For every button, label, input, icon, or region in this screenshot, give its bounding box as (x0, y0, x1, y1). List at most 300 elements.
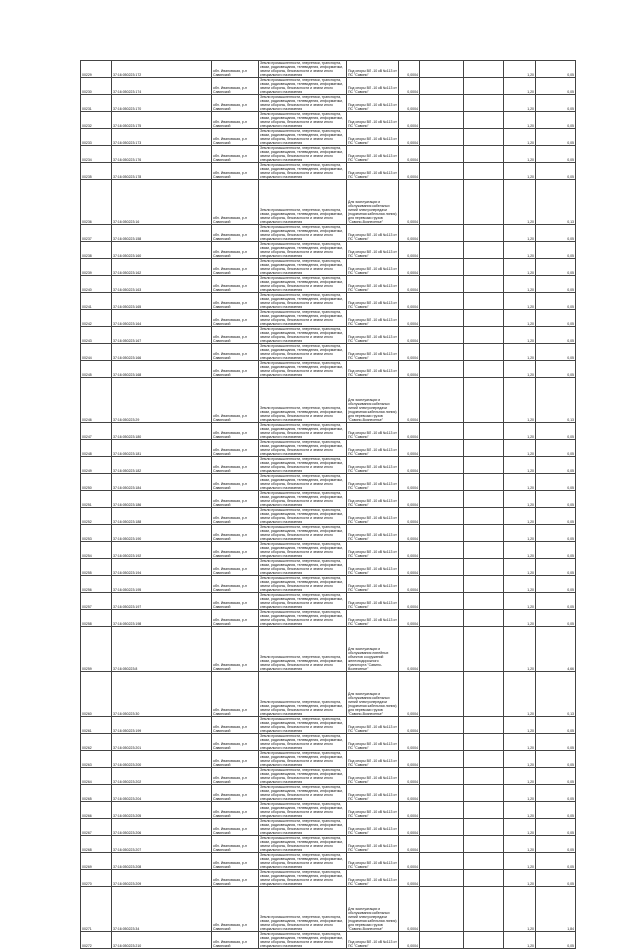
value-cell (420, 163, 464, 180)
cadastral-number-cell: 37:16:050223:30 (112, 672, 212, 717)
value-cell (420, 627, 464, 672)
coefficient-cell: 1,20 (504, 627, 536, 672)
value-cell (464, 593, 504, 610)
value-cell (464, 146, 504, 163)
record-number-cell: 00263 (81, 751, 112, 768)
address-cell: обл. Ивановская, р-н Савинский (212, 95, 259, 112)
value-cell (464, 259, 504, 276)
permitted-use-cell: Под опоры ВЛ -10 кВ №113 от ПС "Савино" (347, 610, 399, 627)
land-category-cell: Земли промышленности, энергетики, транспорта, связи, радиовещания, телевидения, информатики, земли обороны, безопасности и земли иного специального назначения (259, 163, 347, 180)
table-row (81, 853, 576, 870)
amount-cell: 0,13 (536, 672, 576, 717)
table-row (81, 225, 576, 242)
record-number-cell: 00253 (81, 525, 112, 542)
value-cell (420, 95, 464, 112)
document-page (80, 60, 575, 949)
value-cell (464, 887, 504, 932)
cadastral-number-cell: 37:16:050223:8 (112, 627, 212, 672)
table-row (81, 327, 576, 344)
value-cell (464, 344, 504, 361)
address-cell: обл. Ивановская, р-н Савинский (212, 627, 259, 672)
address-cell: обл. Ивановская, р-н Савинский (212, 672, 259, 717)
table-row (81, 887, 576, 932)
value-cell (464, 225, 504, 242)
record-number-cell: 00252 (81, 508, 112, 525)
coefficient-cell: 1,20 (504, 836, 536, 853)
address-cell: обл. Ивановская, р-н Савинский (212, 932, 259, 949)
value-cell (420, 768, 464, 785)
coefficient-cell: 1,20 (504, 457, 536, 474)
land-category-cell: Земли промышленности, энергетики, транспорта, связи, радиовещания, телевидения, информатики, земли обороны, безопасности и земли иного специального назначения (259, 627, 347, 672)
value-cell (464, 180, 504, 225)
coefficient-cell: 1,20 (504, 559, 536, 576)
value-cell (420, 853, 464, 870)
table-row (81, 508, 576, 525)
land-category-cell: Земли промышленности, энергетики, транспорта, связи, радиовещания, телевидения, информатики, земли обороны, безопасности и земли иного специального назначения (259, 932, 347, 949)
cadastral-number-cell: 37:16:050223:206 (112, 819, 212, 836)
land-plots-table (80, 60, 576, 949)
permitted-use-cell: Под опоры ВЛ -10 кВ №113 от ПС "Савино" (347, 242, 399, 259)
amount-cell: 0,05 (536, 146, 576, 163)
address-cell: обл. Ивановская, р-н Савинский (212, 525, 259, 542)
permitted-use-cell: Под опоры ВЛ -10 кВ №113 от ПС "Савино" (347, 225, 399, 242)
permitted-use-cell: Под опоры ВЛ -10 кВ №113 от ПС "Савино" (347, 457, 399, 474)
value-cell (420, 457, 464, 474)
table-row (81, 672, 576, 717)
value-cell (464, 361, 504, 378)
permitted-use-cell: Под опоры ВЛ -10 кВ №113 от ПС "Савино" (347, 870, 399, 887)
address-cell: обл. Ивановская, р-н Савинский (212, 751, 259, 768)
cadastral-number-cell: 37:16:050223:181 (112, 440, 212, 457)
cadastral-number-cell: 37:16:050223:205 (112, 802, 212, 819)
address-cell: обл. Ивановская, р-н Савинский (212, 112, 259, 129)
table-row (81, 242, 576, 259)
cadastral-number-cell: 37:16:050223:170 (112, 95, 212, 112)
coefficient-cell: 1,20 (504, 112, 536, 129)
area-cell: 0,0004 (399, 785, 420, 802)
value-cell (464, 819, 504, 836)
cadastral-number-cell: 37:16:050223:184 (112, 474, 212, 491)
land-category-cell: Земли промышленности, энергетики, транспорта, связи, радиовещания, телевидения, информатики, земли обороны, безопасности и земли иного специального назначения (259, 887, 347, 932)
amount-cell: 0,05 (536, 225, 576, 242)
record-number-cell: 00269 (81, 853, 112, 870)
area-cell: 0,0004 (399, 559, 420, 576)
address-cell: обл. Ивановская, р-н Савинский (212, 225, 259, 242)
coefficient-cell: 1,20 (504, 525, 536, 542)
record-number-cell: 00255 (81, 559, 112, 576)
amount-cell: 0,05 (536, 576, 576, 593)
cadastral-number-cell: 37:16:050223:190 (112, 525, 212, 542)
record-number-cell: 00258 (81, 610, 112, 627)
value-cell (420, 508, 464, 525)
coefficient-cell: 1,20 (504, 802, 536, 819)
address-cell: обл. Ивановская, р-н Савинский (212, 785, 259, 802)
permitted-use-cell: Под опоры ВЛ -10 кВ №113 от ПС "Савино" (347, 836, 399, 853)
address-cell: обл. Ивановская, р-н Савинский (212, 802, 259, 819)
permitted-use-cell: Для эксплуатации и обслуживания кабельных линий электропередачи (подземная кабельная линия) для перевозки грузов "Савино-Вознесенье" (347, 180, 399, 225)
address-cell: обл. Ивановская, р-н Савинский (212, 327, 259, 344)
cadastral-number-cell: 37:16:050223:186 (112, 491, 212, 508)
record-number-cell: 00235 (81, 163, 112, 180)
permitted-use-cell: Под опоры ВЛ -10 кВ №113 от ПС "Савино" (347, 112, 399, 129)
permitted-use-cell: Под опоры ВЛ -10 кВ №113 от ПС "Савино" (347, 525, 399, 542)
cadastral-number-cell: 37:16:050223:197 (112, 593, 212, 610)
area-cell: 0,0004 (399, 344, 420, 361)
coefficient-cell: 1,20 (504, 310, 536, 327)
record-number-cell: 00239 (81, 259, 112, 276)
value-cell (420, 751, 464, 768)
land-category-cell: Земли промышленности, энергетики, транспорта, связи, радиовещания, телевидения, информатики, земли обороны, безопасности и земли иного специального назначения (259, 672, 347, 717)
permitted-use-cell: Под опоры ВЛ -10 кВ №113 от ПС "Савино" (347, 327, 399, 344)
amount-cell: 0,05 (536, 242, 576, 259)
permitted-use-cell: Под опоры ВЛ -10 кВ №113 от ПС "Савино" (347, 819, 399, 836)
coefficient-cell: 1,20 (504, 853, 536, 870)
cadastral-number-cell: 37:16:050223:158 (112, 225, 212, 242)
permitted-use-cell: Под опоры ВЛ -10 кВ №113 от ПС "Савино" (347, 768, 399, 785)
cadastral-number-cell: 37:16:050223:166 (112, 344, 212, 361)
area-cell: 0,0004 (399, 491, 420, 508)
permitted-use-cell: Под опоры ВЛ -10 кВ №113 от ПС "Савино" (347, 593, 399, 610)
coefficient-cell: 1,20 (504, 734, 536, 751)
record-number-cell: 00261 (81, 717, 112, 734)
amount-cell: 1,84 (536, 887, 576, 932)
record-number-cell: 00244 (81, 344, 112, 361)
value-cell (464, 163, 504, 180)
amount-cell: 0,05 (536, 836, 576, 853)
record-number-cell: 00247 (81, 423, 112, 440)
record-number-cell: 00246 (81, 378, 112, 423)
table-row (81, 491, 576, 508)
address-cell: обл. Ивановская, р-н Савинский (212, 870, 259, 887)
value-cell (420, 112, 464, 129)
amount-cell: 0,05 (536, 129, 576, 146)
area-cell: 0,0004 (399, 734, 420, 751)
area-cell: 0,0004 (399, 853, 420, 870)
value-cell (420, 542, 464, 559)
permitted-use-cell: Под опоры ВЛ -10 кВ №113 от ПС "Савино" (347, 853, 399, 870)
land-category-cell: Земли промышленности, энергетики, транспорта, связи, радиовещания, телевидения, информатики, земли обороны, безопасности и земли иного специального назначения (259, 310, 347, 327)
coefficient-cell: 1,20 (504, 293, 536, 310)
land-category-cell: Земли промышленности, энергетики, транспорта, связи, радиовещания, телевидения, информатики, земли обороны, безопасности и земли иного специального назначения (259, 344, 347, 361)
land-category-cell: Земли промышленности, энергетики, транспорта, связи, радиовещания, телевидения, информатики, земли обороны, безопасности и земли иного специального назначения (259, 327, 347, 344)
coefficient-cell: 1,20 (504, 474, 536, 491)
value-cell (464, 836, 504, 853)
value-cell (420, 310, 464, 327)
area-cell: 0,0004 (399, 225, 420, 242)
area-cell: 0,0004 (399, 259, 420, 276)
land-category-cell: Земли промышленности, энергетики, транспорта, связи, радиовещания, телевидения, информатики, земли обороны, безопасности и земли иного специального назначения (259, 61, 347, 78)
permitted-use-cell: Под опоры ВЛ -10 кВ №113 от ПС "Савино" (347, 310, 399, 327)
amount-cell: 0,05 (536, 508, 576, 525)
address-cell: обл. Ивановская, р-н Савинский (212, 293, 259, 310)
table-row (81, 751, 576, 768)
land-category-cell: Земли промышленности, энергетики, транспорта, связи, радиовещания, телевидения, информатики, земли обороны, безопасности и земли иного специального назначения (259, 870, 347, 887)
amount-cell: 0,05 (536, 95, 576, 112)
amount-cell: 0,05 (536, 542, 576, 559)
table-row (81, 457, 576, 474)
amount-cell: 0,05 (536, 457, 576, 474)
table-row (81, 576, 576, 593)
cadastral-number-cell: 37:16:050223:192 (112, 542, 212, 559)
table-row (81, 95, 576, 112)
value-cell (464, 525, 504, 542)
table-row (81, 836, 576, 853)
value-cell (464, 95, 504, 112)
value-cell (464, 293, 504, 310)
area-cell: 0,0004 (399, 180, 420, 225)
address-cell: обл. Ивановская, р-н Савинский (212, 423, 259, 440)
value-cell (420, 440, 464, 457)
amount-cell: 0,05 (536, 525, 576, 542)
land-category-cell: Земли промышленности, энергетики, транспорта, связи, радиовещания, телевидения, информатики, земли обороны, безопасности и земли иного специального назначения (259, 112, 347, 129)
value-cell (420, 423, 464, 440)
value-cell (464, 112, 504, 129)
value-cell (420, 474, 464, 491)
permitted-use-cell: Под опоры ВЛ -10 кВ №113 от ПС "Савино" (347, 276, 399, 293)
value-cell (420, 672, 464, 717)
coefficient-cell: 1,20 (504, 259, 536, 276)
permitted-use-cell: Под опоры ВЛ -10 кВ №113 от ПС "Савино" (347, 474, 399, 491)
cadastral-number-cell: 37:16:050223:195 (112, 576, 212, 593)
record-number-cell: 00241 (81, 293, 112, 310)
land-category-cell: Земли промышленности, энергетики, транспорта, связи, радиовещания, телевидения, информатики, земли обороны, безопасности и земли иного специального назначения (259, 361, 347, 378)
land-category-cell: Земли промышленности, энергетики, транспорта, связи, радиовещания, телевидения, информатики, земли обороны, безопасности и земли иного специального назначения (259, 802, 347, 819)
amount-cell: 0,05 (536, 276, 576, 293)
land-category-cell: Земли промышленности, энергетики, транспорта, связи, радиовещания, телевидения, информатики, земли обороны, безопасности и земли иного специального назначения (259, 717, 347, 734)
table-row (81, 423, 576, 440)
land-category-cell: Земли промышленности, энергетики, транспорта, связи, радиовещания, телевидения, информатики, земли обороны, безопасности и земли иного специального назначения (259, 276, 347, 293)
coefficient-cell: 1,20 (504, 242, 536, 259)
coefficient-cell: 1,20 (504, 95, 536, 112)
cadastral-number-cell: 37:16:050223:165 (112, 293, 212, 310)
area-cell: 0,0004 (399, 751, 420, 768)
value-cell (464, 576, 504, 593)
value-cell (420, 276, 464, 293)
value-cell (420, 525, 464, 542)
address-cell: обл. Ивановская, р-н Савинский (212, 508, 259, 525)
cadastral-number-cell: 37:16:050223:16 (112, 180, 212, 225)
value-cell (464, 785, 504, 802)
table-row (81, 593, 576, 610)
record-number-cell: 00266 (81, 802, 112, 819)
coefficient-cell: 1,20 (504, 785, 536, 802)
land-category-cell: Земли промышленности, энергетики, транспорта, связи, радиовещания, телевидения, информатики, земли обороны, безопасности и земли иного специального назначения (259, 457, 347, 474)
record-number-cell: 00265 (81, 785, 112, 802)
amount-cell: 0,05 (536, 717, 576, 734)
address-cell: обл. Ивановская, р-н Савинский (212, 593, 259, 610)
table-row (81, 542, 576, 559)
permitted-use-cell: Под опоры ВЛ -10 кВ №113 от ПС "Савино" (347, 146, 399, 163)
record-number-cell: 00230 (81, 78, 112, 95)
value-cell (464, 474, 504, 491)
address-cell: обл. Ивановская, р-н Савинский (212, 768, 259, 785)
permitted-use-cell: Под опоры ВЛ -10 кВ №113 от ПС "Савино" (347, 129, 399, 146)
value-cell (420, 259, 464, 276)
coefficient-cell: 1,20 (504, 717, 536, 734)
area-cell: 0,0004 (399, 474, 420, 491)
cadastral-number-cell: 37:16:050223:175 (112, 112, 212, 129)
value-cell (420, 61, 464, 78)
value-cell (464, 610, 504, 627)
cadastral-number-cell: 37:16:050223:29 (112, 378, 212, 423)
amount-cell: 0,05 (536, 440, 576, 457)
area-cell: 0,0004 (399, 457, 420, 474)
amount-cell: 0,05 (536, 310, 576, 327)
value-cell (420, 836, 464, 853)
permitted-use-cell: Под опоры ВЛ -10 кВ №113 от ПС "Савино" (347, 163, 399, 180)
land-category-cell: Земли промышленности, энергетики, транспорта, связи, радиовещания, телевидения, информатики, земли обороны, безопасности и земли иного специального назначения (259, 593, 347, 610)
coefficient-cell: 1,20 (504, 163, 536, 180)
record-number-cell: 00256 (81, 576, 112, 593)
cadastral-number-cell: 37:16:050223:194 (112, 559, 212, 576)
record-number-cell: 00233 (81, 129, 112, 146)
value-cell (464, 853, 504, 870)
cadastral-number-cell: 37:16:050223:202 (112, 768, 212, 785)
record-number-cell: 00260 (81, 672, 112, 717)
amount-cell: 0,05 (536, 802, 576, 819)
permitted-use-cell: Под опоры ВЛ -10 кВ №113 от ПС "Савино" (347, 259, 399, 276)
record-number-cell: 00245 (81, 361, 112, 378)
land-category-cell: Земли промышленности, энергетики, транспорта, связи, радиовещания, телевидения, информатики, земли обороны, безопасности и земли иного специального назначения (259, 768, 347, 785)
table-row (81, 310, 576, 327)
amount-cell: 0,05 (536, 163, 576, 180)
address-cell: обл. Ивановская, р-н Савинский (212, 576, 259, 593)
amount-cell: 4,66 (536, 627, 576, 672)
value-cell (464, 378, 504, 423)
coefficient-cell: 1,20 (504, 751, 536, 768)
value-cell (420, 344, 464, 361)
land-category-cell: Земли промышленности, энергетики, транспорта, связи, радиовещания, телевидения, информатики, земли обороны, безопасности и земли иного специального назначения (259, 734, 347, 751)
land-category-cell: Земли промышленности, энергетики, транспорта, связи, радиовещания, телевидения, информатики, земли обороны, безопасности и земли иного специального назначения (259, 378, 347, 423)
land-category-cell: Земли промышленности, энергетики, транспорта, связи, радиовещания, телевидения, информатики, земли обороны, безопасности и земли иного специального назначения (259, 423, 347, 440)
permitted-use-cell: Под опоры ВЛ -10 кВ №113 от ПС "Савино" (347, 932, 399, 949)
value-cell (420, 129, 464, 146)
permitted-use-cell: Под опоры ВЛ -10 кВ №113 от ПС "Савино" (347, 717, 399, 734)
record-number-cell: 00264 (81, 768, 112, 785)
address-cell: обл. Ивановская, р-н Савинский (212, 361, 259, 378)
amount-cell: 0,05 (536, 932, 576, 949)
value-cell (464, 542, 504, 559)
address-cell: обл. Ивановская, р-н Савинский (212, 610, 259, 627)
amount-cell: 0,05 (536, 593, 576, 610)
value-cell (464, 242, 504, 259)
area-cell: 0,0004 (399, 78, 420, 95)
area-cell: 0,0004 (399, 276, 420, 293)
address-cell: обл. Ивановская, р-н Савинский (212, 378, 259, 423)
area-cell: 0,0004 (399, 576, 420, 593)
amount-cell: 0,05 (536, 78, 576, 95)
value-cell (464, 768, 504, 785)
table-row (81, 717, 576, 734)
area-cell: 0,0004 (399, 440, 420, 457)
value-cell (464, 276, 504, 293)
land-category-cell: Земли промышленности, энергетики, транспорта, связи, радиовещания, телевидения, информатики, земли обороны, безопасности и земли иного специального назначения (259, 576, 347, 593)
table-row (81, 61, 576, 78)
table-row (81, 474, 576, 491)
coefficient-cell: 1,20 (504, 932, 536, 949)
table-row (81, 870, 576, 887)
value-cell (464, 717, 504, 734)
value-cell (420, 180, 464, 225)
land-category-cell: Земли промышленности, энергетики, транспорта, связи, радиовещания, телевидения, информатики, земли обороны, безопасности и земли иного специального назначения (259, 78, 347, 95)
table-row (81, 163, 576, 180)
value-cell (464, 457, 504, 474)
land-category-cell: Земли промышленности, энергетики, транспорта, связи, радиовещания, телевидения, информатики, земли обороны, безопасности и земли иного специального назначения (259, 95, 347, 112)
area-cell: 0,0004 (399, 361, 420, 378)
cadastral-number-cell: 37:16:050223:188 (112, 508, 212, 525)
cadastral-number-cell: 37:16:050223:198 (112, 610, 212, 627)
table-row (81, 378, 576, 423)
table-row (81, 129, 576, 146)
table-row (81, 525, 576, 542)
address-cell: обл. Ивановская, р-н Савинский (212, 457, 259, 474)
area-cell: 0,0004 (399, 378, 420, 423)
land-category-cell: Земли промышленности, энергетики, транспорта, связи, радиовещания, телевидения, информатики, земли обороны, безопасности и земли иного специального назначения (259, 180, 347, 225)
address-cell: обл. Ивановская, р-н Савинский (212, 310, 259, 327)
area-cell: 0,0004 (399, 887, 420, 932)
cadastral-number-cell: 37:16:050223:172 (112, 61, 212, 78)
cadastral-number-cell: 37:16:050223:209 (112, 870, 212, 887)
value-cell (464, 508, 504, 525)
amount-cell: 0,05 (536, 112, 576, 129)
record-number-cell: 00229 (81, 61, 112, 78)
permitted-use-cell: Под опоры ВЛ -10 кВ №113 от ПС "Савино" (347, 61, 399, 78)
address-cell: обл. Ивановская, р-н Савинский (212, 180, 259, 225)
permitted-use-cell: Под опоры ВЛ -10 кВ №113 от ПС "Савино" (347, 344, 399, 361)
value-cell (464, 423, 504, 440)
amount-cell: 0,05 (536, 491, 576, 508)
address-cell: обл. Ивановская, р-н Савинский (212, 259, 259, 276)
land-category-cell: Земли промышленности, энергетики, транспорта, связи, радиовещания, телевидения, информатики, земли обороны, безопасности и земли иного специального назначения (259, 751, 347, 768)
value-cell (464, 440, 504, 457)
record-number-cell: 00268 (81, 836, 112, 853)
value-cell (464, 559, 504, 576)
cadastral-number-cell: 37:16:050223:180 (112, 423, 212, 440)
address-cell: обл. Ивановская, р-н Савинский (212, 344, 259, 361)
area-cell: 0,0004 (399, 163, 420, 180)
permitted-use-cell: Для эксплуатации и обслуживания линейных объектов сооружений железнодорожного транспорта "Савино-Вознесенье" (347, 627, 399, 672)
record-number-cell: 00237 (81, 225, 112, 242)
land-category-cell: Земли промышленности, энергетики, транспорта, связи, радиовещания, телевидения, информатики, земли обороны, безопасности и земли иного специального назначения (259, 293, 347, 310)
value-cell (420, 491, 464, 508)
amount-cell: 0,05 (536, 361, 576, 378)
amount-cell: 0,05 (536, 559, 576, 576)
record-number-cell: 00243 (81, 327, 112, 344)
amount-cell: 0,05 (536, 853, 576, 870)
amount-cell: 0,05 (536, 259, 576, 276)
permitted-use-cell: Под опоры ВЛ -10 кВ №113 от ПС "Савино" (347, 440, 399, 457)
land-category-cell: Земли промышленности, энергетики, транспорта, связи, радиовещания, телевидения, информатики, земли обороны, безопасности и земли иного специального назначения (259, 146, 347, 163)
table-row (81, 180, 576, 225)
record-number-cell: 00259 (81, 627, 112, 672)
permitted-use-cell: Под опоры ВЛ -10 кВ №113 от ПС "Савино" (347, 95, 399, 112)
record-number-cell: 00240 (81, 276, 112, 293)
land-category-cell: Земли промышленности, энергетики, транспорта, связи, радиовещания, телевидения, информатики, земли обороны, безопасности и земли иного специального назначения (259, 259, 347, 276)
cadastral-number-cell: 37:16:050223:34 (112, 887, 212, 932)
coefficient-cell: 1,20 (504, 180, 536, 225)
table-row (81, 440, 576, 457)
coefficient-cell: 1,20 (504, 327, 536, 344)
area-cell: 0,0004 (399, 327, 420, 344)
record-number-cell: 00257 (81, 593, 112, 610)
record-number-cell: 00234 (81, 146, 112, 163)
table-row (81, 78, 576, 95)
area-cell: 0,0004 (399, 870, 420, 887)
permitted-use-cell: Под опоры ВЛ -10 кВ №113 от ПС "Савино" (347, 559, 399, 576)
cadastral-number-cell: 37:16:050223:160 (112, 242, 212, 259)
cadastral-number-cell: 37:16:050223:168 (112, 361, 212, 378)
land-category-cell: Земли промышленности, энергетики, транспорта, связи, радиовещания, телевидения, информатики, земли обороны, безопасности и земли иного специального назначения (259, 225, 347, 242)
